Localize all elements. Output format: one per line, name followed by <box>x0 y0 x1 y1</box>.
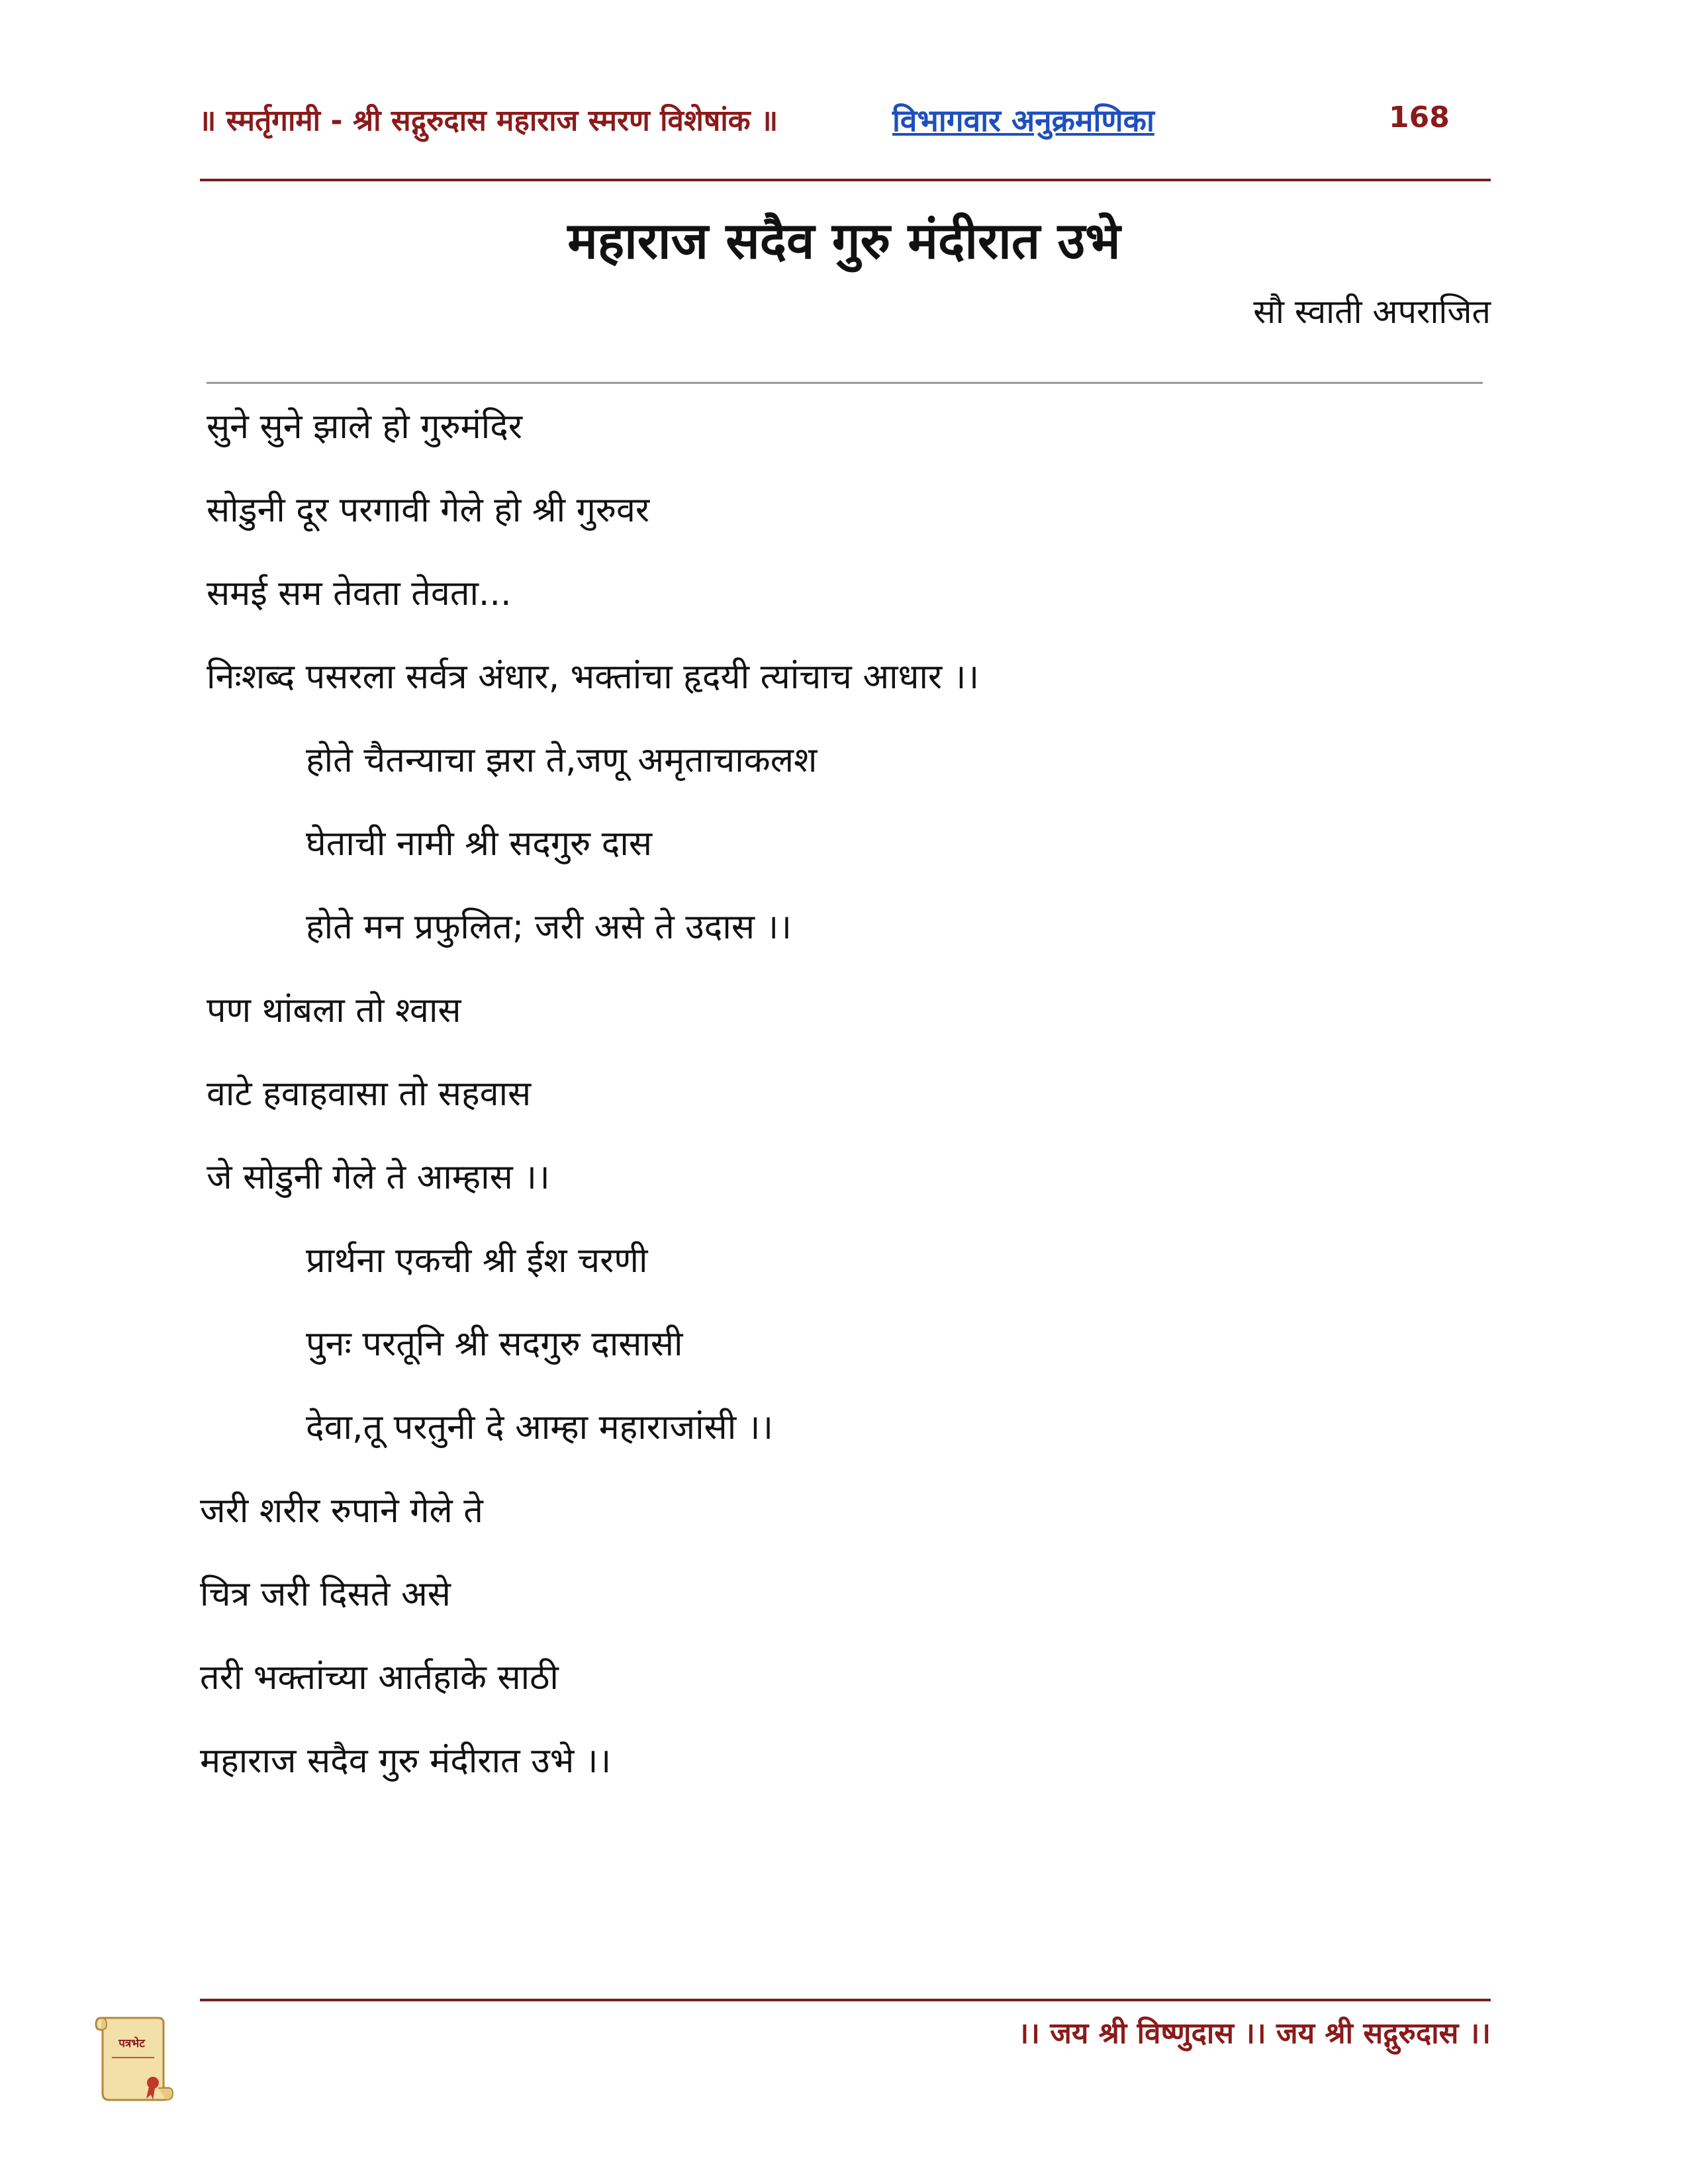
poem-line: पण थांबला तो श्वास <box>207 991 461 1030</box>
poem-line: पुनः परतूनि श्री सदगुरु दासासी <box>306 1324 683 1364</box>
poem-line: होते चैतन्याचा झरा ते,जणू अमृताचाकलश <box>306 741 818 780</box>
magazine-title: ॥ स्मर्तृगामी - श्री सद्गुरुदास महाराज स्मरण विशेषांक ॥ <box>199 104 778 138</box>
poem-line: चित्र जरी दिसते असे <box>200 1574 451 1614</box>
poem-line: वाटे हवाहवासा तो सहवास <box>207 1074 532 1114</box>
poem-line: घेताची नामी श्री सदगुरु दास <box>306 824 652 864</box>
article-author: सौ स्वाती अपराजित <box>1253 293 1491 331</box>
poem-line: निःशब्द पसरला सर्वत्र अंधार, भक्तांचा हृदयी त्यांचाच आधार ।। <box>207 657 980 697</box>
poem-line: देवा,तू परतुनी दे आम्हा महाराजांसी ।। <box>306 1408 774 1447</box>
poem-line: होते मन प्रफुलित; जरी असे ते उदास ।। <box>306 907 792 947</box>
footer-divider <box>200 1999 1491 2001</box>
poem-line: प्रार्थना एकची श्री ईश चरणी <box>306 1241 648 1281</box>
poem-line: जे सोडुनी गेले ते आम्हास ।। <box>207 1158 550 1197</box>
page-number: 168 <box>1389 101 1450 134</box>
patrabhet-logo-icon <box>89 2009 175 2108</box>
poem-line: समई सम तेवता तेवता... <box>207 574 512 614</box>
logo-text: पत्रभेट <box>118 2037 145 2050</box>
poem-line: महाराज सदैव गुरु मंदीरात उभे ।। <box>200 1741 612 1781</box>
poem-line: तरी भक्तांच्या आर्तहाके साठी <box>200 1658 559 1698</box>
poem-line: सोडुनी दूर परगावी गेले हो श्री गुरुवर <box>207 490 650 530</box>
header-divider <box>200 179 1491 181</box>
poem-line: जरी शरीर रुपाने गेले ते <box>200 1491 483 1531</box>
poem-line: सुने सुने झाले हो गुरुमंदिर <box>207 407 523 447</box>
index-link[interactable]: विभागवार अनुक्रमणिका <box>892 103 1154 138</box>
article-title: महाराज सदैव गुरु मंदीरात उभे <box>567 211 1121 270</box>
page-header <box>0 99 1688 152</box>
footer-slogan: ।। जय श्री विष्णुदास ।। जय श्री सद्गुरुदास ।। <box>1017 2017 1491 2050</box>
title-divider <box>207 382 1483 384</box>
